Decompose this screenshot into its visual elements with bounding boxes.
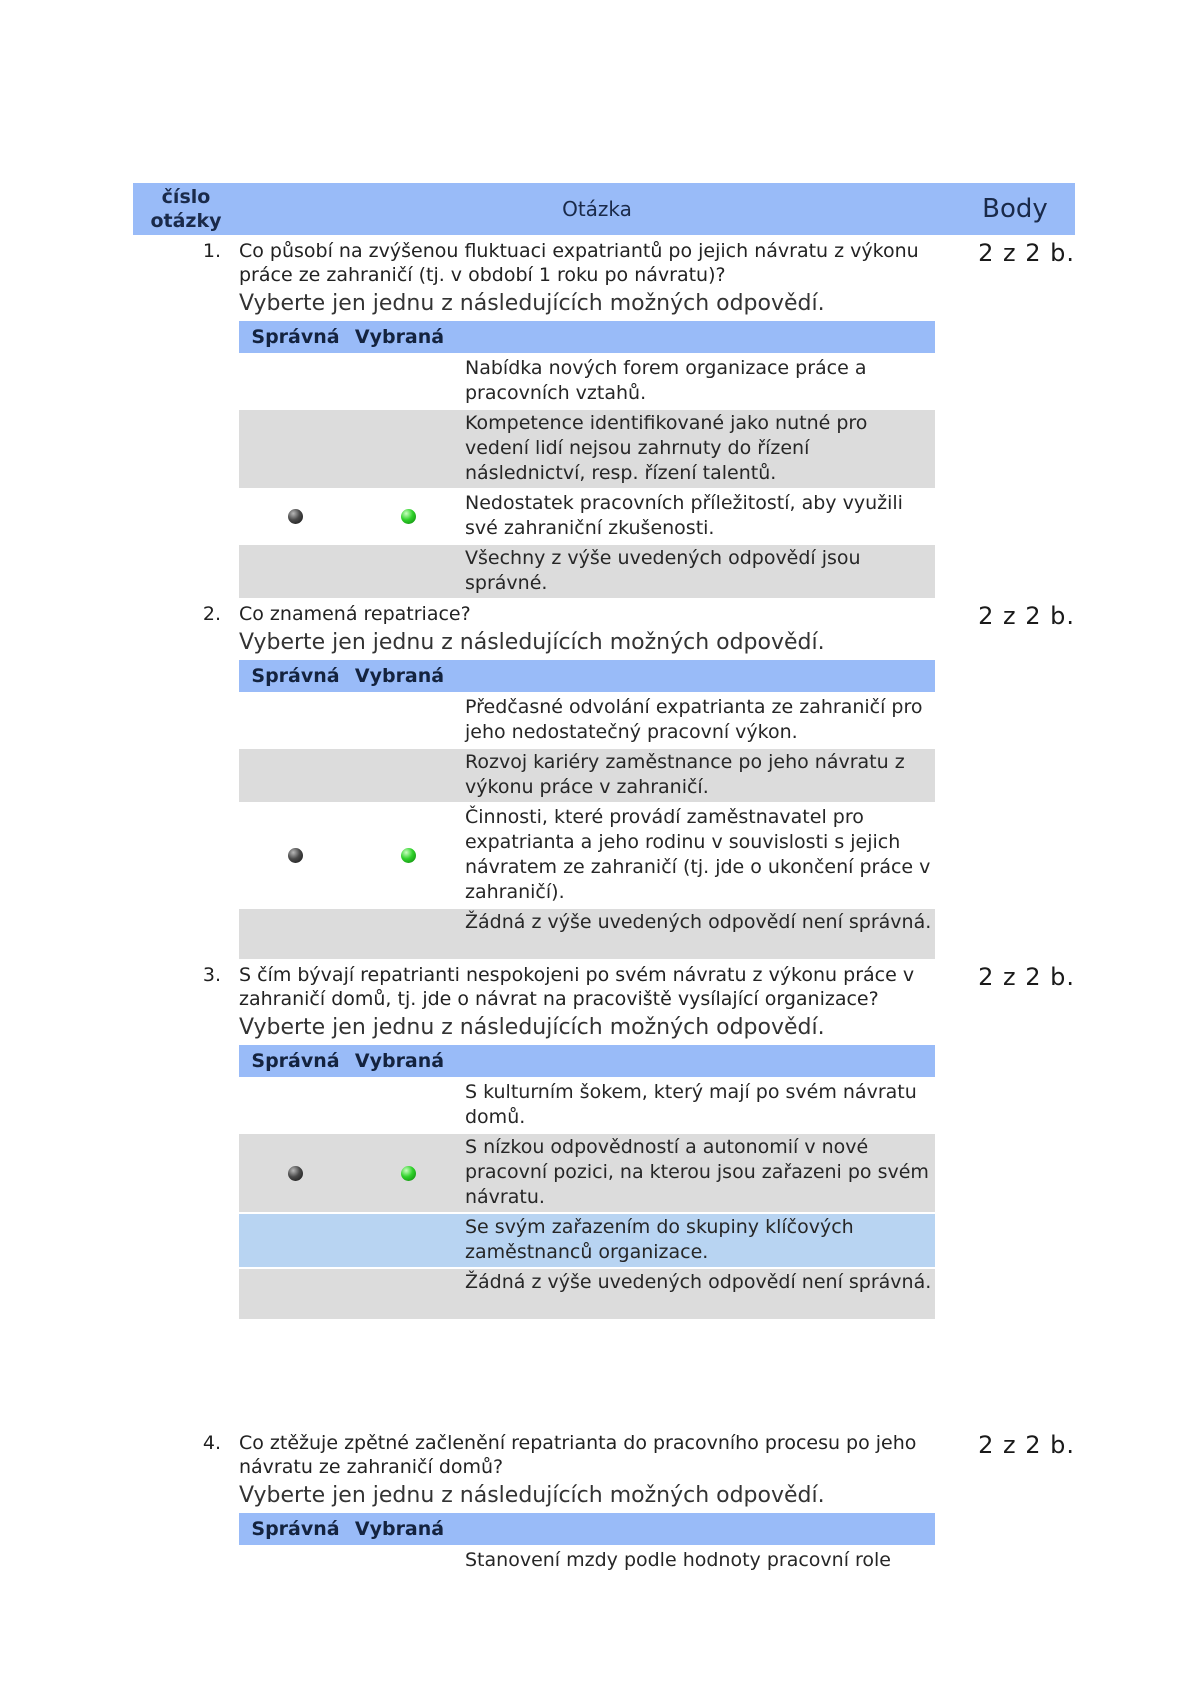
answer-option [239,1269,935,1319]
question-number: 4. [202,1432,221,1454]
correct-answer-marker-icon [288,1166,303,1181]
answer-text: Nedostatek pracovních příležitostí, aby využili své zahraniční zkušenosti. [465,492,903,539]
answer-option [239,1547,935,1577]
question-instruction: Vyberte jen jednu z následujících možných odpovědí. [239,1015,825,1040]
answer-text: Předčasné odvolání expatrianta ze zahraničí pro jeho nedostatečný pracovní výkon. [465,696,923,743]
answer-header-correct: Správná [251,1518,340,1540]
question-text: S čím bývají repatrianti nespokojeni po svém návratu z výkonu práce v zahraničí domů, tj. jde o návrat na pracoviště vysílající organizace? [239,964,915,1010]
answer-option [239,410,935,488]
header-points: Body [982,194,1048,224]
answer-header-selected: Vybraná [354,326,445,348]
question-instruction: Vyberte jen jednu z následujících možných odpovědí. [239,1483,825,1508]
answer-header [239,321,935,353]
answer-header [239,1513,935,1545]
answer-option [239,355,935,408]
question-4 [133,1431,1075,1577]
selected-answer-marker-icon [401,1166,416,1181]
question-points: 2 z 2 b. [978,602,1075,630]
answer-header-correct: Správná [251,1050,340,1072]
answer-text: Nabídka nových forem organizace práce a pracovních vztahů. [465,357,867,404]
answer-text: Všechny z výše uvedených odpovědí jsou správné. [465,547,861,594]
question-1 [133,239,1075,598]
answer-text: Žádná z výše uvedených odpovědí není správná. [465,1271,932,1293]
question-instruction: Vyberte jen jednu z následujících možných odpovědí. [239,291,825,316]
answer-text: Rozvoj kariéry zaměstnance po jeho návratu z výkonu práce v zahraničí. [465,751,905,798]
answer-header-selected: Vybraná [354,665,445,687]
answer-option [239,1214,935,1267]
selected-answer-marker-icon [401,509,416,524]
answer-text: Stanovení mzdy podle hodnoty pracovní role [465,1549,891,1571]
header-question: Otázka [562,197,632,221]
answer-text: S nízkou odpovědností a autonomií v nové pracovní pozici, na kterou jsou zařazeni po svém návratu. [465,1136,929,1208]
answer-option [239,694,935,747]
answer-header [239,1045,935,1077]
answer-option [239,804,935,907]
selected-answer-marker-icon [401,848,416,863]
correct-answer-marker-icon [288,509,303,524]
answer-text: Činnosti, které provádí zaměstnavatel pro expatrianta a jeho rodinu v souvislosti s jejich návratem ze zahraničí (tj. jde o ukončení práce v zahraničí). [465,806,931,903]
header-question-number: číslo otázky [150,186,222,232]
answer-header-correct: Správná [251,326,340,348]
question-number: 2. [202,603,221,625]
question-text: Co znamená repatriace? [239,603,471,625]
question-3 [133,963,1075,1319]
question-number: 1. [202,240,221,262]
answer-header-correct: Správná [251,665,340,687]
answer-text: S kulturním šokem, který mají po svém návratu domů. [465,1081,917,1128]
question-points: 2 z 2 b. [978,239,1075,267]
question-text: Co ztěžuje zpětné začlenění repatrianta do pracovního procesu po jeho návratu ze zahraničí domů? [239,1432,917,1478]
question-points: 2 z 2 b. [978,1431,1075,1459]
answer-header-selected: Vybraná [354,1518,445,1540]
question-2 [133,602,1075,959]
answer-option [239,749,935,802]
answer-option [239,1079,935,1132]
quiz-results [133,183,1075,1577]
answer-text: Kompetence identifikované jako nutné pro vedení lidí nejsou zahrnuty do řízení následnictví, resp. řízení talentů. [465,412,868,484]
answer-option [239,545,935,598]
answer-option [239,909,935,959]
answer-option [239,1134,935,1212]
question-points: 2 z 2 b. [978,963,1075,991]
question-instruction: Vyberte jen jednu z následujících možných odpovědí. [239,630,825,655]
answer-option [239,490,935,543]
answer-header-selected: Vybraná [354,1050,445,1072]
table-header [133,183,1075,235]
correct-answer-marker-icon [288,848,303,863]
question-number: 3. [202,964,221,986]
answer-text: Žádná z výše uvedených odpovědí není správná. [465,911,932,933]
question-text: Co působí na zvýšenou fluktuaci expatriantů po jejich návratu z výkonu práce ze zahraničí (tj. v období 1 roku po návratu)? [239,240,919,286]
answer-text: Se svým zařazením do skupiny klíčových zaměstnanců organizace. [465,1216,854,1263]
answer-header [239,660,935,692]
